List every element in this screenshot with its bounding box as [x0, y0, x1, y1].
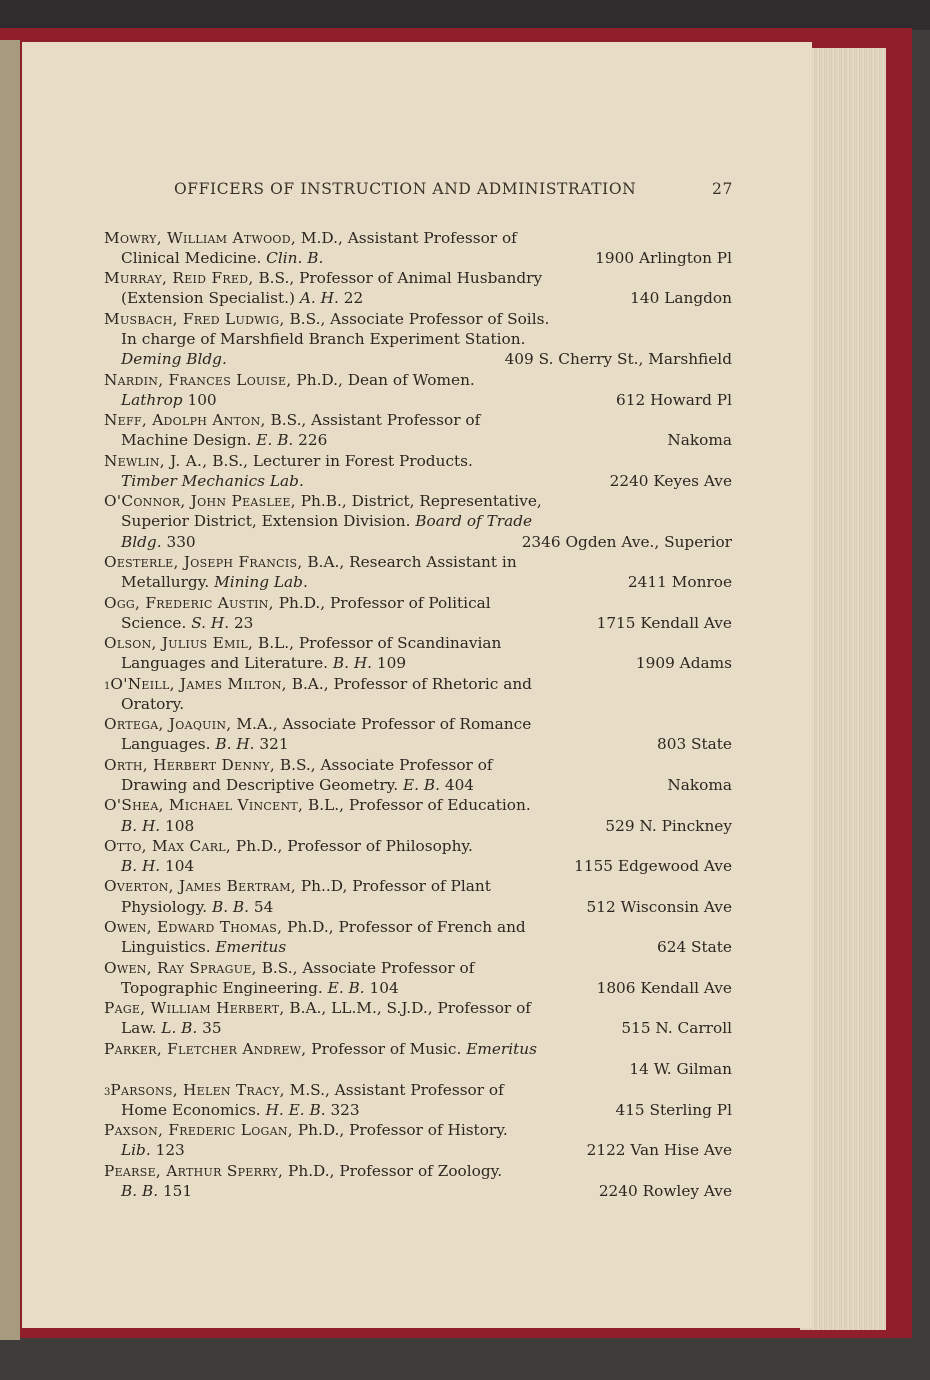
- entry-address: 2240 Rowley Ave: [598, 1182, 732, 1200]
- entry-name: Paxson, Frederic Logan,: [104, 1121, 293, 1139]
- line-text: [104, 553, 517, 571]
- entry-detail: Clinical Medicine.: [121, 249, 267, 267]
- entry-title: B.A., LL.M., S.J.D., Professor of: [284, 999, 531, 1017]
- entry-status: Emeritus: [461, 1040, 537, 1058]
- entry-title: Ph.B., District, Representative,: [295, 492, 542, 510]
- line-text: [121, 1101, 360, 1119]
- entry-room: 104: [160, 857, 195, 875]
- entry-title: Ph.D., Professor of Political: [273, 594, 491, 612]
- entry-address: 140 Langdon: [630, 289, 732, 307]
- entry-line: [0, 938, 930, 958]
- entry-line: [0, 817, 930, 837]
- entry-address: 2346 Ogden Ave., Superior: [521, 533, 732, 551]
- line-text: [121, 817, 194, 835]
- entry-title: Ph.D., Professor of Philosophy.: [231, 837, 473, 855]
- entry-room: 226: [293, 431, 328, 449]
- entry-line: [0, 614, 930, 634]
- entry-name: O'Connor, John Peaslee,: [104, 492, 296, 510]
- entry-line: [0, 1121, 930, 1141]
- entry-title: B.S., Associate Professor of Soils.: [284, 310, 550, 328]
- entry-title: B.L., Professor of Scandinavian: [253, 634, 502, 652]
- entry-line: [0, 229, 930, 249]
- entry-detail: Metallurgy.: [121, 573, 215, 591]
- entry-address: 512 Wisconsin Ave: [586, 898, 732, 916]
- entry-title: Ph.D., Dean of Women.: [291, 371, 475, 389]
- entry-line: [0, 553, 930, 573]
- entry-address: 612 Howard Pl: [616, 391, 732, 409]
- entry-line: [0, 573, 930, 593]
- entry-line: [0, 776, 930, 796]
- entry-line: [0, 857, 930, 877]
- line-text: [121, 472, 304, 490]
- entry-building: B. H.: [121, 817, 161, 835]
- entry-detail: Law.: [121, 1019, 162, 1037]
- entry-line: [0, 999, 930, 1019]
- line-text: [104, 452, 473, 470]
- entry-address: Nakoma: [667, 431, 732, 449]
- entry-building: Deming Bldg.: [121, 350, 227, 368]
- entry-building: B. H.: [215, 735, 255, 753]
- entry-line: [0, 1141, 930, 1161]
- entry-line: [0, 898, 930, 918]
- line-text: [121, 857, 194, 875]
- line-text: [121, 330, 525, 348]
- entry-title: B.S., Assistant Professor of: [265, 411, 481, 429]
- entry-address: 624 State: [656, 938, 732, 956]
- entry-address: 1806 Kendall Ave: [596, 979, 732, 997]
- entry-room: 404: [439, 776, 475, 794]
- entry-name: Ogg, Frederic Austin,: [104, 594, 274, 612]
- entry-room: 35: [197, 1019, 222, 1037]
- entry-line: [0, 1162, 930, 1182]
- line-text: [121, 776, 474, 794]
- line-text: [121, 391, 217, 409]
- entry-address: Nakoma: [667, 776, 732, 794]
- entry-room: 151: [158, 1182, 193, 1200]
- entry-title: Ph..D, Professor of Plant: [296, 877, 491, 895]
- entry-line: [0, 675, 930, 695]
- entry-title: Ph.D., Professor of French and: [282, 918, 526, 936]
- entry-detail: Topographic Engineering.: [121, 979, 328, 997]
- entry-room: 108: [160, 817, 195, 835]
- line-text: [121, 735, 289, 753]
- line-text: [121, 898, 273, 916]
- entry-line: [0, 492, 930, 512]
- entry-line: [0, 695, 930, 715]
- entry-room: 123: [150, 1141, 185, 1159]
- line-text: [104, 229, 517, 247]
- page-number: 27: [712, 180, 733, 198]
- entry-detail: Languages and Literature.: [121, 654, 333, 672]
- entry-line: [0, 979, 930, 999]
- entry-address: 2411 Monroe: [627, 573, 732, 591]
- entry-detail: Linguistics.: [121, 938, 216, 956]
- entry-address: 14 W. Gilman: [629, 1060, 732, 1078]
- entry-line: [0, 1182, 930, 1202]
- entry-line: [0, 452, 930, 472]
- line-text: [104, 796, 531, 814]
- entry-building: Emeritus: [215, 938, 287, 956]
- entry-building: Lib.: [121, 1141, 151, 1159]
- entry-address: 1715 Kendall Ave: [596, 614, 732, 632]
- entry-building: L. B.: [161, 1019, 198, 1037]
- entry-room: 54: [249, 898, 274, 916]
- entry-line: [0, 918, 930, 938]
- entry-name: Page, William Herbert,: [104, 999, 285, 1017]
- entry-building: B. H.: [121, 857, 161, 875]
- entry-line: [0, 796, 930, 816]
- entry-address: 2122 Van Hise Ave: [586, 1141, 732, 1159]
- footnote-marker: 3: [104, 1087, 111, 1098]
- entry-name: Neff, Adolph Anton,: [104, 411, 266, 429]
- entry-title: B.S., Associate Professor of: [275, 756, 493, 774]
- entry-line: [0, 594, 930, 614]
- line-text: [121, 979, 399, 997]
- line-text: [121, 512, 532, 530]
- background-top: [0, 0, 930, 30]
- line-text: [104, 1040, 537, 1058]
- entry-line: [0, 654, 930, 674]
- entry-room: 321: [254, 735, 289, 753]
- line-text: [121, 614, 253, 632]
- entry-detail: Home Economics.: [121, 1101, 266, 1119]
- entry-title: B.L., Professor of Education.: [303, 796, 531, 814]
- entry-address: 2240 Keyes Ave: [609, 472, 732, 490]
- entry-line: [0, 249, 930, 269]
- entry-title: Ph.D., Professor of Zoology.: [283, 1162, 503, 1180]
- entry-line: [0, 1019, 930, 1039]
- line-text: [104, 1162, 502, 1180]
- entry-detail: Drawing and Descriptive Geometry.: [121, 776, 403, 794]
- entry-room: 100: [182, 391, 217, 409]
- entry-room: 22: [338, 289, 364, 307]
- entry-address: 415 Sterling Pl: [615, 1101, 732, 1119]
- entry-name: Newlin, J. A.,: [104, 452, 208, 470]
- entry-line: [0, 1101, 930, 1121]
- entry-name: Orth, Herbert Denny,: [104, 756, 276, 774]
- entry-title: Professor of Music.: [306, 1040, 462, 1058]
- entry-line: [0, 837, 930, 857]
- entry-line: [0, 1040, 930, 1060]
- entry-name: Otto, Max Carl,: [104, 837, 232, 855]
- entry-name: Owen, Ray Sprague,: [104, 959, 257, 977]
- entry-detail: Physiology.: [121, 898, 212, 916]
- entry-title: M.A., Associate Professor of Romance: [231, 715, 532, 733]
- entry-name: Parker, Fletcher Andrew,: [104, 1040, 307, 1058]
- line-text: [104, 411, 480, 429]
- entry-line: [0, 431, 930, 451]
- entry-detail: Superior District, Extension Division.: [121, 512, 416, 530]
- line-text: [104, 918, 526, 936]
- line-text: [104, 877, 491, 895]
- entry-room: 323: [325, 1101, 360, 1119]
- line-text: [121, 1141, 185, 1159]
- entry-name: Pearse, Arthur Sperry,: [104, 1162, 284, 1180]
- entry-building: A. H.: [299, 289, 339, 307]
- entry-line: [0, 472, 930, 492]
- entry-name: Olson, Julius Emil,: [104, 634, 254, 652]
- entry-line: [0, 735, 930, 755]
- entry-building: S. H.: [191, 614, 230, 632]
- entry-address: 515 N. Carroll: [621, 1019, 732, 1037]
- entry-line: [0, 877, 930, 897]
- entry-building: B. B.: [121, 1182, 159, 1200]
- line-text: [104, 269, 542, 287]
- entry-line: [0, 512, 930, 532]
- entry-building: H. E. B.: [265, 1101, 326, 1119]
- entry-title: B.S., Professor of Animal Husbandry: [253, 269, 543, 287]
- line-text: [104, 594, 491, 612]
- line-text: [121, 695, 184, 713]
- line-text: [104, 310, 549, 328]
- entry-title: B.A., Research Assistant in: [302, 553, 517, 571]
- entry-line: [0, 330, 930, 350]
- entry-line: [0, 715, 930, 735]
- entry-address: 1909 Adams: [635, 654, 732, 672]
- entry-building: Board of Trade: [415, 512, 533, 530]
- entry-line: [0, 391, 930, 411]
- line-text: [104, 675, 532, 693]
- entry-line: [0, 1081, 930, 1101]
- entry-title: M.D., Assistant Professor of: [296, 229, 517, 247]
- entry-building: E. B.: [402, 776, 440, 794]
- entry-line: [0, 634, 930, 654]
- line-text: [121, 573, 308, 591]
- line-text: [121, 654, 406, 672]
- entry-name: Overton, James Bertram,: [104, 877, 297, 895]
- entry-detail: Languages.: [121, 735, 216, 753]
- entry-line: [0, 289, 930, 309]
- line-text: [104, 756, 493, 774]
- line-text: [121, 249, 323, 267]
- entry-detail: Science.: [121, 614, 192, 632]
- line-text: [104, 1121, 508, 1139]
- entry-line: [0, 959, 930, 979]
- entry-building: Clin. B.: [266, 249, 324, 267]
- line-text: [104, 634, 501, 652]
- running-header: [0, 180, 930, 202]
- entry-line: [0, 756, 930, 776]
- entry-name: O'Shea, Michael Vincent,: [104, 796, 304, 814]
- line-text: [104, 999, 531, 1017]
- entry-detail: (Extension Specialist.): [121, 289, 300, 307]
- entry-room: 104: [364, 979, 399, 997]
- entry-name: Owen, Edward Thomas,: [104, 918, 283, 936]
- entry-detail: Oratory.: [121, 695, 185, 713]
- entry-room: 109: [372, 654, 407, 672]
- entry-name: Nardin, Frances Louise,: [104, 371, 292, 389]
- entry-line: [0, 371, 930, 391]
- entry-name: Ortega, Joaquin,: [104, 715, 232, 733]
- line-text: [104, 959, 474, 977]
- entry-title: M.S., Assistant Professor of: [284, 1081, 504, 1099]
- entry-address: 409 S. Cherry St., Marshfield: [504, 350, 732, 368]
- entry-name: Musbach, Fred Ludwig,: [104, 310, 285, 328]
- entry-building: E. B.: [327, 979, 365, 997]
- entry-line: [0, 350, 930, 370]
- entry-building: Timber Mechanics Lab.: [121, 472, 304, 490]
- entry-title: B.S., Lecturer in Forest Products.: [207, 452, 473, 470]
- entry-name: Mowry, William Atwood,: [104, 229, 297, 247]
- entry-line: [0, 1060, 930, 1080]
- line-text: [121, 289, 363, 307]
- line-text: [121, 1019, 222, 1037]
- entry-room: 330: [161, 533, 196, 551]
- line-text: [121, 350, 227, 368]
- entry-line: [0, 310, 930, 330]
- entry-building: B. H.: [332, 654, 373, 672]
- entry-address: 803 State: [656, 735, 732, 753]
- entry-detail: Machine Design.: [121, 431, 257, 449]
- line-text: [104, 715, 531, 733]
- entry-title: Ph.D., Professor of History.: [292, 1121, 508, 1139]
- entry-name: Oesterle, Joseph Francis,: [104, 553, 303, 571]
- footnote-marker: 1: [104, 681, 111, 692]
- line-text: [104, 492, 542, 510]
- entry-room: 23: [229, 614, 254, 632]
- entry-line: [0, 411, 930, 431]
- entry-building: Lathrop: [121, 391, 183, 409]
- entry-detail: In charge of Marshfield Branch Experiment Station.: [121, 330, 526, 348]
- entry-line: [0, 533, 930, 553]
- line-text: [104, 837, 473, 855]
- entry-building: B. B.: [211, 898, 250, 916]
- entry-name: Parsons, Helen Tracy,: [110, 1081, 285, 1099]
- entry-line: [0, 269, 930, 289]
- entry-address: 1900 Arlington Pl: [595, 249, 732, 267]
- entry-name: Murray, Reid Fred,: [104, 269, 254, 287]
- entry-title: B.S., Associate Professor of: [256, 959, 475, 977]
- header-title: OFFICERS OF INSTRUCTION AND ADMINISTRATION: [174, 180, 637, 198]
- line-text: [121, 938, 286, 956]
- line-text: [104, 1081, 504, 1099]
- line-text: [121, 431, 327, 449]
- entry-name: O'Neill, James Milton,: [110, 675, 287, 693]
- entry-address: 1155 Edgewood Ave: [574, 857, 732, 875]
- entry-building: Mining Lab.: [214, 573, 308, 591]
- entry-building: Bldg.: [121, 533, 162, 551]
- line-text: [121, 1182, 192, 1200]
- entry-title: B.A., Professor of Rhetoric and: [286, 675, 532, 693]
- entry-address: 529 N. Pinckney: [605, 817, 732, 835]
- entry-building: E. B.: [256, 431, 294, 449]
- line-text: [104, 371, 475, 389]
- line-text: [121, 533, 196, 551]
